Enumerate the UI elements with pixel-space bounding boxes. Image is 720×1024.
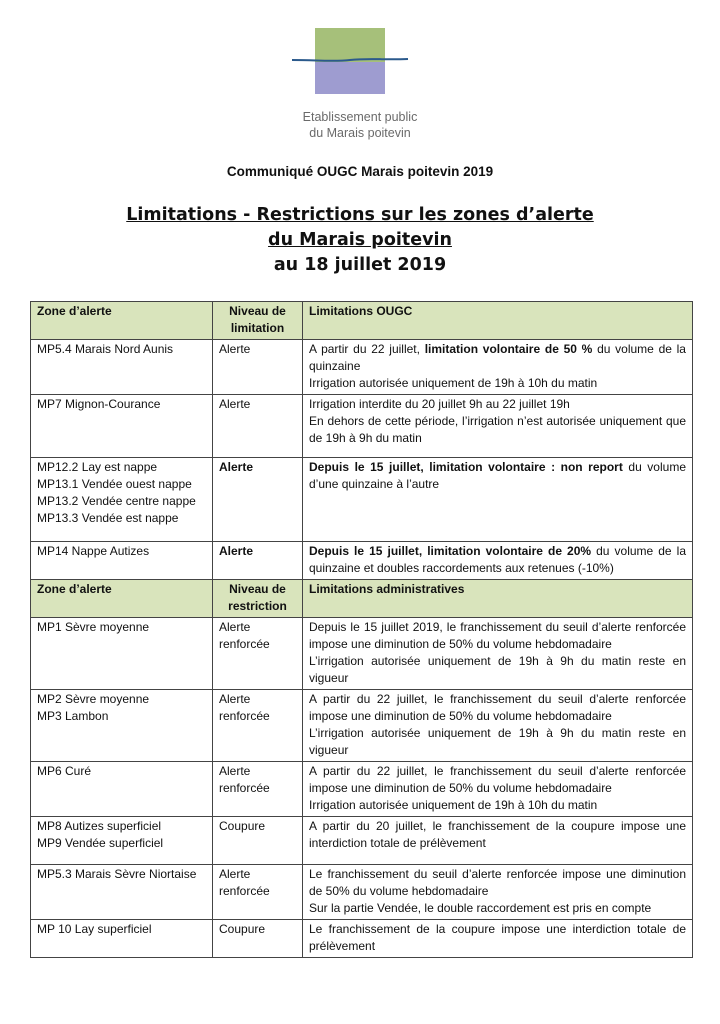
table-row bbox=[31, 395, 693, 458]
zone-cell: MP12.2 Lay est nappe MP13.1 Vendée ouest nappe MP13.2 Vendée centre nappe MP13.3 Vendée est nappe bbox=[31, 458, 213, 542]
level-cell: Coupure bbox=[213, 920, 303, 958]
table-row bbox=[31, 690, 693, 762]
org-name-line1: Etablissement public bbox=[302, 110, 418, 124]
header-limits: Limitations administratives bbox=[303, 580, 693, 618]
level-cell: Alerte bbox=[213, 542, 303, 580]
header-level: Niveau de restriction bbox=[213, 580, 303, 618]
table-row bbox=[31, 920, 693, 958]
table-header-ougc bbox=[31, 302, 693, 340]
table-row bbox=[31, 340, 693, 395]
communique-heading: Communiqué OUGC Marais poitevin 2019 bbox=[226, 164, 494, 179]
level-cell: Alerte bbox=[213, 458, 303, 542]
zone-cell: MP 10 Lay superficiel bbox=[31, 920, 213, 958]
logo-purple-block bbox=[315, 62, 385, 94]
limits-cell: Irrigation interdite du 20 juillet 9h au 22 juillet 19h En dehors de cette période, l’irrigation n’est autorisée uniquement que de 19h à 9h du matin bbox=[303, 395, 693, 458]
zone-cell: MP5.4 Marais Nord Aunis bbox=[31, 340, 213, 395]
table-row bbox=[31, 458, 693, 542]
table-row bbox=[31, 817, 693, 865]
alert-zones-table bbox=[30, 301, 693, 958]
table-row bbox=[31, 865, 693, 920]
limits-cell: A partir du 22 juillet, le franchissement du seuil d’alerte renforcée impose une diminution de 50% du volume hebdomadaire L’irrigation autorisée uniquement de 19h à 9h du matin reste en vigueur bbox=[303, 690, 693, 762]
level-cell: Alerte renforcée bbox=[213, 690, 303, 762]
level-cell: Alerte renforcée bbox=[213, 865, 303, 920]
limits-cell: A partir du 22 juillet, limitation volontaire de 50 % du volume de la quinzaine Irrigation autorisée uniquement de 19h à 10h du matin bbox=[303, 340, 693, 395]
zone-cell: MP7 Mignon-Courance bbox=[31, 395, 213, 458]
title-line3: au 18 juillet 2019 bbox=[273, 255, 447, 275]
header-zone: Zone d’alerte bbox=[31, 580, 213, 618]
table-row bbox=[31, 542, 693, 580]
header-zone: Zone d’alerte bbox=[31, 302, 213, 340]
zone-cell: MP6 Curé bbox=[31, 762, 213, 817]
table-row bbox=[31, 618, 693, 690]
limits-cell: Le franchissement du seuil d’alerte renforcée impose une diminution de 50% du volume hebdomadaire Sur la partie Vendée, le double raccordement est pris en compte bbox=[303, 865, 693, 920]
zone-cell: MP8 Autizes superficiel MP9 Vendée superficiel bbox=[31, 817, 213, 865]
org-name-line2: du Marais poitevin bbox=[309, 126, 411, 140]
limits-cell: Depuis le 15 juillet 2019, le franchissement du seuil d’alerte renforcée impose une diminution de 50% du volume hebdomadaire L’irrigation autorisée uniquement de 19h à 9h du matin reste en vigueur bbox=[303, 618, 693, 690]
level-cell: Alerte bbox=[213, 340, 303, 395]
logo-wave-line bbox=[288, 54, 412, 66]
level-cell: Alerte renforcée bbox=[213, 762, 303, 817]
zone-cell: MP1 Sèvre moyenne bbox=[31, 618, 213, 690]
zone-cell: MP5.3 Marais Sèvre Niortaise bbox=[31, 865, 213, 920]
limits-cell: Depuis le 15 juillet, limitation volontaire de 20% du volume de la quinzaine et doubles raccordements aux retenues (-10%) bbox=[303, 542, 693, 580]
title-line1: Limitations - Restrictions sur les zones d’alerte bbox=[126, 205, 594, 225]
level-cell: Coupure bbox=[213, 817, 303, 865]
header-level: Niveau de limitation bbox=[213, 302, 303, 340]
zone-cell: MP14 Nappe Autizes bbox=[31, 542, 213, 580]
limits-cell: Depuis le 15 juillet, limitation volontaire : non report du volume d’une quinzaine à l’autre bbox=[303, 458, 693, 542]
limits-cell: Le franchissement de la coupure impose une interdiction totale de prélèvement bbox=[303, 920, 693, 958]
zone-cell: MP2 Sèvre moyenne MP3 Lambon bbox=[31, 690, 213, 762]
level-cell: Alerte bbox=[213, 395, 303, 458]
header-limits: Limitations OUGC bbox=[303, 302, 693, 340]
page-title bbox=[0, 203, 720, 278]
title-line2: du Marais poitevin bbox=[268, 230, 452, 250]
table-row bbox=[31, 762, 693, 817]
level-cell: Alerte renforcée bbox=[213, 618, 303, 690]
limits-cell: A partir du 22 juillet, le franchissement du seuil d’alerte renforcée impose une diminution de 50% du volume hebdomadaire Irrigation autorisée uniquement de 19h à 10h du matin bbox=[303, 762, 693, 817]
table-header-admin bbox=[31, 580, 693, 618]
limits-cell: A partir du 20 juillet, le franchissement de la coupure impose une interdiction totale de prélèvement bbox=[303, 817, 693, 865]
logo bbox=[288, 28, 412, 93]
